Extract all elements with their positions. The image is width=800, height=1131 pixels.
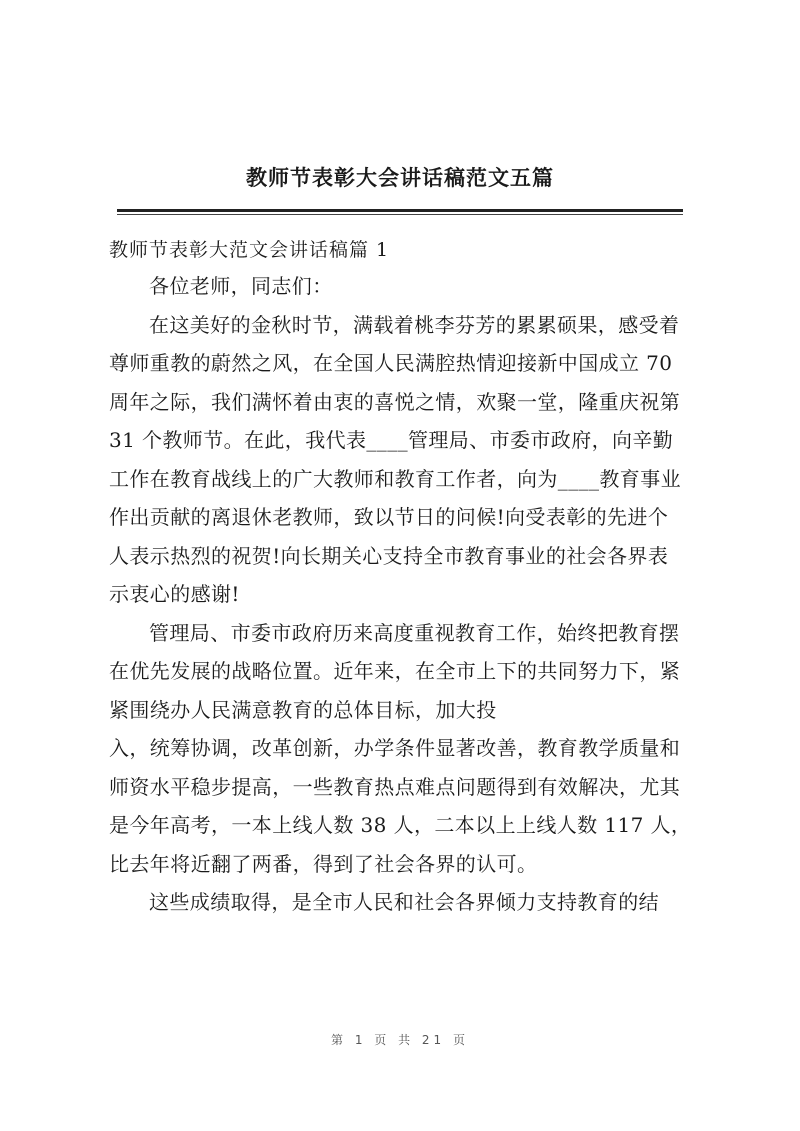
document-title: 教师节表彰大会讲话稿范文五篇 — [246, 166, 554, 190]
paragraph-line: 管理局、市委市政府历来高度重视教育工作，始终把教育摆 — [149, 620, 680, 645]
paragraph-line: 入，统筹协调，改革创新，办学条件显著改善，教育教学质量和 — [109, 736, 681, 760]
paragraph-line: 师资水平稳步提高，一些教育热点难点问题得到有效解决，尤其 — [109, 774, 681, 799]
paragraph-line: 比去年将近翻了两番，得到了社会各界的认可。 — [109, 851, 538, 876]
paragraph-line: 紧围绕办人民满意教育的总体目标，加大投 — [109, 697, 497, 722]
paragraph-line: 各位老师，同志们： — [149, 274, 333, 298]
paragraph-line: 作出贡献的离退休老教师，致以节日的问候!向受表彰的先进个 — [109, 505, 669, 529]
paragraph-line: 示衷心的感谢! — [109, 582, 240, 606]
title-divider-thick — [117, 209, 683, 212]
paragraph-line: 在优先发展的战略位置。近年来，在全市上下的共同努力下，紧 — [109, 659, 681, 683]
paragraph-line: 人表示热烈的祝贺!向长期关心支持全市教育事业的社会各界表 — [109, 543, 669, 568]
paragraph-line: 是今年高考，一本上线人数 38 人，二本以上上线人数 117 人， — [109, 813, 692, 837]
paragraph-line: 周年之际，我们满怀着由衷的喜悦之情，欢聚一堂，隆重庆祝第 — [109, 389, 681, 414]
paragraph-line: 31 个教师节。在此，我代表____管理局、市委市政府，向辛勤 — [109, 428, 674, 452]
paragraph-line: 工作在教育战线上的广大教师和教育工作者，向为____教育事业 — [109, 466, 681, 491]
paragraph-line: 尊师重教的蔚然之风，在全国人民满腔热情迎接新中国成立 70 — [109, 351, 673, 375]
paragraph-line: 在这美好的金秋时节，满载着桃李芬芳的累累硕果，感受着 — [149, 312, 680, 337]
section-heading: 教师节表彰大范文会讲话稿篇 1 — [109, 239, 390, 261]
page-footer: 第 1 页 共 21 页 — [331, 1033, 469, 1047]
document-body — [109, 267, 709, 922]
paragraph-line: 这些成绩取得，是全市人民和社会各界倾力支持教育的结 — [149, 890, 659, 914]
title-divider-thin — [117, 214, 683, 215]
